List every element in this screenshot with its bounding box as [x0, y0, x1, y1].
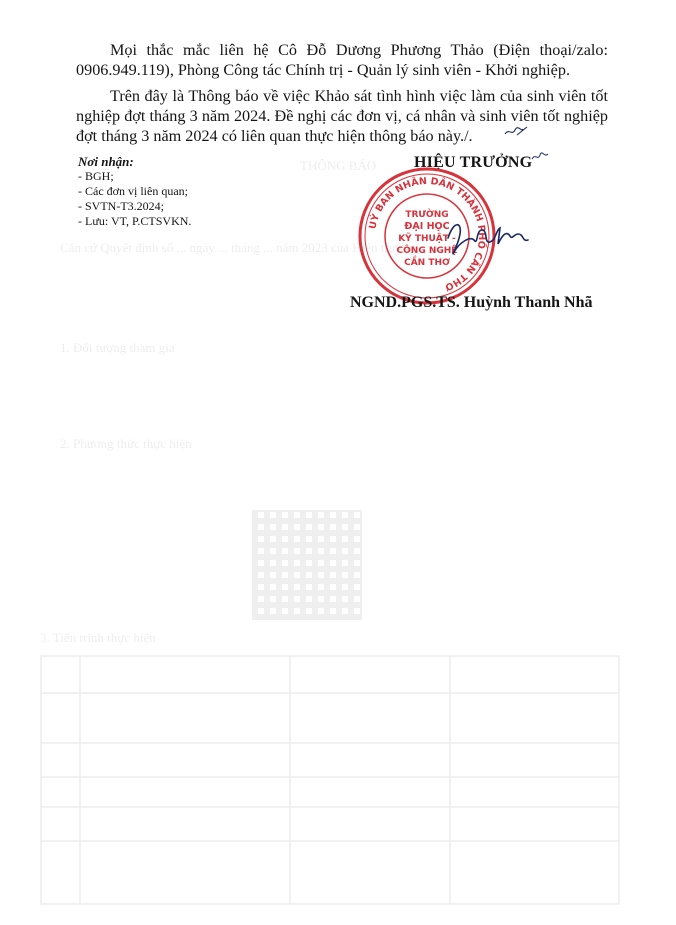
recipients-block — [78, 154, 191, 229]
seal-center-text: CẦN THƠ — [404, 258, 450, 268]
signer-name: NGND.PGS.TS. Huỳnh Thanh Nhã — [350, 294, 593, 311]
seal-center-text: TRƯỜNG — [405, 210, 449, 220]
initial-mark — [503, 124, 529, 140]
closing-text: Trên đây là Thông báo về việc Khảo sát tình hình việc làm của sinh viên tốt nghiệp đợt tháng 3 năm 2024. Đề nghị các đơn vị, cá nhân và sinh viên tốt nghiệp đợt tháng 3 năm 2024 có liên quan thực hiện thông báo này./. — [76, 87, 608, 145]
recipients-heading: Nơi nhận: — [78, 154, 134, 169]
bleed-through-table — [40, 655, 620, 905]
recipient-item: - BGH; — [78, 169, 114, 183]
seal-center-text: CÔNG NGHỆ — [396, 246, 458, 256]
seal-ring-text: UỶ BAN NHÂN DÂN THÀNH PHỐ CẦN THƠ — [367, 175, 488, 293]
bleed-through-text: THÔNG BÁO — [300, 158, 377, 173]
contact-text: Mọi thắc mắc liên hệ Cô Đỗ Dương Phương Thảo (Điện thoại/zalo: 0906.949.119), Phòng Công tác Chính trị - Quản lý sinh viên - Khởi nghiệp. — [76, 41, 608, 79]
seal-center-text: KỸ THUẬT - — [398, 234, 456, 244]
seal-center-text: ĐẠI HỌC — [404, 221, 450, 232]
bleed-through-text: 3. Tiến trình thực hiện — [40, 630, 156, 645]
bleed-through-qr — [252, 510, 362, 620]
recipient-item: - Lưu: VT, P.CTSVKN. — [78, 214, 192, 228]
bleed-through-text: Căn cứ Quyết định số ... ngày ... tháng ... năm 2023 của Hiệu trưởng — [60, 240, 416, 255]
handwritten-signature — [440, 200, 540, 270]
initial-mark — [530, 150, 550, 164]
recipient-item: - SVTN-T3.2024; — [78, 199, 164, 213]
bleed-through-text: 1. Đối tượng tham gia — [60, 340, 175, 355]
recipient-item: - Các đơn vị liên quan; — [78, 184, 188, 198]
signer-title: HIỆU TRƯỞNG — [414, 154, 533, 171]
contact-paragraph — [76, 40, 608, 80]
bleed-through-text: 2. Phương thức thực hiện — [60, 436, 192, 451]
